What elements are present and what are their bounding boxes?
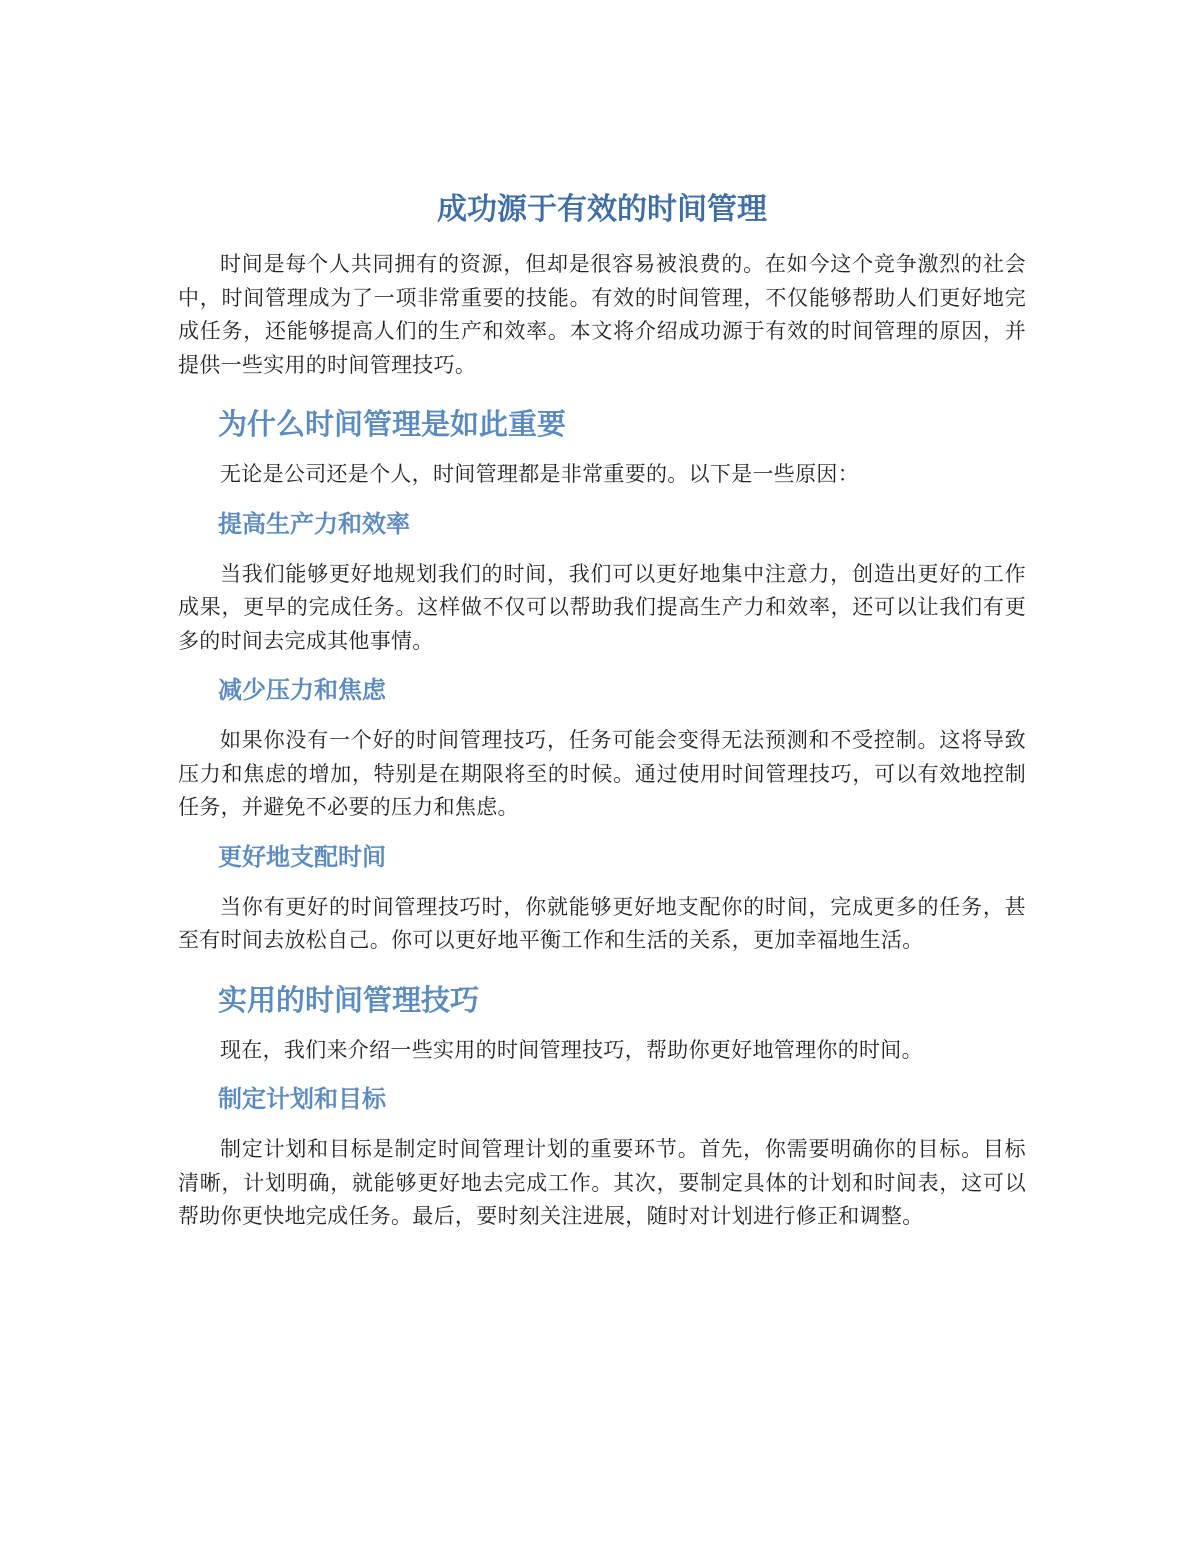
document-page [178, 190, 1026, 1234]
intro-paragraph: 时间是每个人共同拥有的资源，但却是很容易被浪费的。在如今这个竞争激烈的社会中，时间管理成为了一项非常重要的技能。有效的时间管理，不仅能够帮助人们更好地完成任务，还能够提高人们的生产和效率。本文将介绍成功源于有效的时间管理的原因，并提供一些实用的时间管理技巧。 [178, 252, 1026, 377]
paragraph-control-time: 当你有更好的时间管理技巧时，你就能够更好地支配你的时间，完成更多的任务，甚至有时间去放松自己。你可以更好地平衡工作和生活的关系，更加幸福地生活。 [178, 894, 1026, 952]
section-lead-why: 无论是公司还是个人，时间管理都是非常重要的。以下是一些原因： [220, 462, 859, 486]
subheading-plans-goals: 制定计划和目标 [218, 1085, 386, 1113]
subheading-control-time: 更好地支配时间 [218, 842, 386, 871]
paragraph-stress: 如果你没有一个好的时间管理技巧，任务可能会变得无法预测和不受控制。这将导致压力和焦虑的增加，特别是在期限将至的时候。通过使用时间管理技巧，可以有效地控制任务，并避免不必要的压力和焦虑。 [178, 728, 1026, 819]
section-heading-tips: 实用的时间管理技巧 [218, 982, 480, 1017]
page-title: 成功源于有效的时间管理 [437, 192, 767, 227]
subheading-stress: 减少压力和焦虑 [218, 676, 386, 704]
paragraph-productivity: 当我们能够更好地规划我们的时间，我们可以更好地集中注意力，创造出更好的工作成果，更早的完成任务。这样做不仅可以帮助我们提高生产力和效率，还可以让我们有更多的时间去完成其他事情。 [178, 561, 1026, 653]
paragraph-plans-goals: 制定计划和目标是制定时间管理计划的重要环节。首先，你需要明确你的目标。目标清晰，计划明确，就能够更好地去完成工作。其次，要制定具体的计划和时间表，这可以帮助你更快地完成任务。最后，要时刻关注进展，随时对计划进行修正和调整。 [178, 1137, 1026, 1228]
section-lead-tips: 现在，我们来介绍一些实用的时间管理技巧，帮助你更好地管理你的时间。 [220, 1037, 923, 1062]
section-heading-why: 为什么时间管理是如此重要 [218, 407, 567, 441]
subheading-productivity: 提高生产力和效率 [218, 509, 410, 538]
